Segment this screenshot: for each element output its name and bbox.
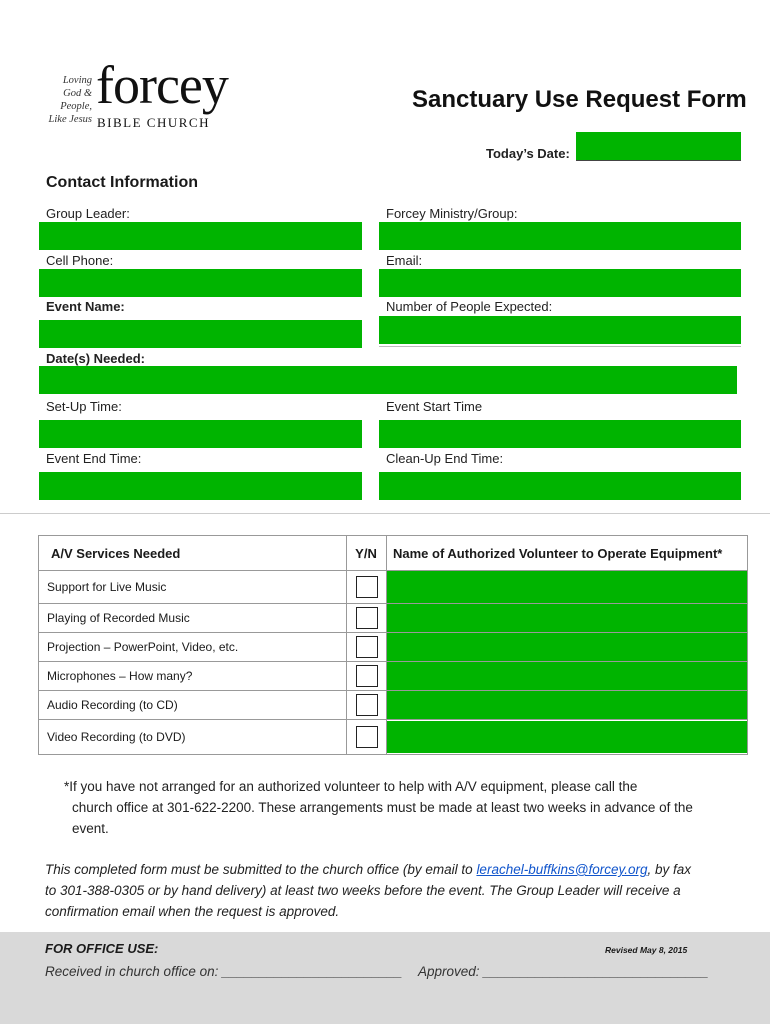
volunteer-cell <box>387 691 748 720</box>
ministry-group-field[interactable] <box>379 222 741 250</box>
yn-checkbox[interactable] <box>356 694 378 716</box>
table-row <box>39 571 748 604</box>
table-row <box>39 633 748 662</box>
av-service-label: Support for Live Music <box>39 571 347 604</box>
submission-instructions <box>45 859 745 922</box>
event-start-label: Event Start Time <box>386 399 483 414</box>
event-end-field[interactable] <box>39 472 362 500</box>
cell-phone-field[interactable] <box>39 269 362 297</box>
cell-phone-label: Cell Phone: <box>46 253 114 268</box>
event-name-label: Event Name: <box>46 299 125 314</box>
submission-text: , by fax <box>647 862 691 877</box>
volunteer-field[interactable] <box>387 662 747 690</box>
av-table-header <box>39 536 748 571</box>
volunteer-field[interactable] <box>387 571 747 603</box>
group-leader-field[interactable] <box>39 222 362 250</box>
logo-subtitle: BIBLE CHURCH <box>97 115 210 130</box>
volunteer-field[interactable] <box>387 604 747 632</box>
email-field[interactable] <box>379 269 741 297</box>
table-row <box>39 604 748 633</box>
av-service-label: Microphones – How many? <box>39 662 347 691</box>
yn-checkbox[interactable] <box>356 607 378 629</box>
submission-line: confirmation email when the request is approved. <box>45 904 340 919</box>
logo-tagline-line: People, <box>60 101 92 112</box>
todays-date-label: Today’s Date: <box>486 146 570 161</box>
received-label: Received in church office on: ________________________ <box>45 964 403 979</box>
dates-needed-label: Date(s) Needed: <box>46 351 145 366</box>
group-leader-label: Group Leader: <box>46 206 130 221</box>
office-email-link[interactable]: lerachel-buffkins@forcey.org <box>476 862 648 877</box>
form-title: Sanctuary Use Request Form <box>412 86 747 113</box>
yn-header: Y/N <box>347 536 387 571</box>
volunteer-field[interactable] <box>387 691 747 719</box>
approved-label: Approved: ______________________________ <box>418 964 709 979</box>
people-expected-field[interactable] <box>379 316 741 344</box>
av-service-label: Projection – PowerPoint, Video, etc. <box>39 633 347 662</box>
submission-line <box>45 859 745 880</box>
dates-needed-field[interactable] <box>39 366 737 394</box>
table-row <box>39 662 748 691</box>
logo-wordmark: forcey <box>96 55 228 115</box>
submission-line: to 301-388-0305 or by hand delivery) at least two weeks before the event. The Group Leader will receive a <box>45 883 681 898</box>
event-end-label: Event End Time: <box>46 451 142 466</box>
volunteer-header: Name of Authorized Volunteer to Operate Equipment* <box>387 536 748 571</box>
volunteer-cell <box>387 571 748 604</box>
volunteer-cell <box>387 720 748 755</box>
av-services-header: A/V Services Needed <box>39 536 347 571</box>
yn-checkbox[interactable] <box>356 726 378 748</box>
volunteer-cell <box>387 662 748 691</box>
revised-date: Revised May 8, 2015 <box>605 945 688 955</box>
todays-date-underline <box>576 160 741 161</box>
todays-date-field[interactable] <box>576 132 741 160</box>
setup-time-field[interactable] <box>39 420 362 448</box>
logo-tagline-line: God & <box>63 88 92 99</box>
cleanup-end-field[interactable] <box>379 472 741 500</box>
office-use-heading: FOR OFFICE USE: <box>45 941 159 956</box>
av-service-label: Video Recording (to DVD) <box>39 720 347 755</box>
volunteer-field[interactable] <box>387 633 747 661</box>
logo-tagline-line: Loving <box>62 75 92 86</box>
submission-text: This completed form must be submitted to the church office (by email to <box>45 862 477 877</box>
table-row <box>39 720 748 755</box>
yn-cell <box>347 691 387 720</box>
people-expected-label: Number of People Expected: <box>386 299 553 314</box>
av-volunteer-note <box>64 776 744 839</box>
people-expected-underline <box>379 346 741 347</box>
av-services-table <box>38 535 748 755</box>
cleanup-end-label: Clean-Up End Time: <box>386 451 504 466</box>
yn-cell <box>347 720 387 755</box>
yn-cell <box>347 604 387 633</box>
av-note-line: *If you have not arranged for an authorized volunteer to help with A/V equipment, please call the <box>64 779 638 794</box>
section-divider <box>0 513 770 514</box>
logo-tagline <box>40 74 92 126</box>
yn-checkbox[interactable] <box>356 576 378 598</box>
table-row <box>39 691 748 720</box>
event-start-field[interactable] <box>379 420 741 448</box>
yn-checkbox[interactable] <box>356 665 378 687</box>
volunteer-cell <box>387 633 748 662</box>
logo-tagline-line: Like Jesus <box>48 114 92 125</box>
contact-information-heading: Contact Information <box>46 174 198 191</box>
yn-cell <box>347 633 387 662</box>
ministry-group-label: Forcey Ministry/Group: <box>386 206 518 221</box>
volunteer-field[interactable] <box>387 721 747 753</box>
yn-checkbox[interactable] <box>356 636 378 658</box>
event-name-field[interactable] <box>39 320 362 348</box>
volunteer-cell <box>387 604 748 633</box>
setup-time-label: Set-Up Time: <box>46 399 122 414</box>
office-use-section <box>0 932 770 1024</box>
av-service-label: Playing of Recorded Music <box>39 604 347 633</box>
av-note-line: event. <box>72 821 109 836</box>
av-note-line: church office at 301-622-2200. These arrangements must be made at least two weeks in advance of the <box>72 800 693 815</box>
yn-cell <box>347 571 387 604</box>
email-label: Email: <box>386 253 423 268</box>
yn-cell <box>347 662 387 691</box>
av-service-label: Audio Recording (to CD) <box>39 691 347 720</box>
